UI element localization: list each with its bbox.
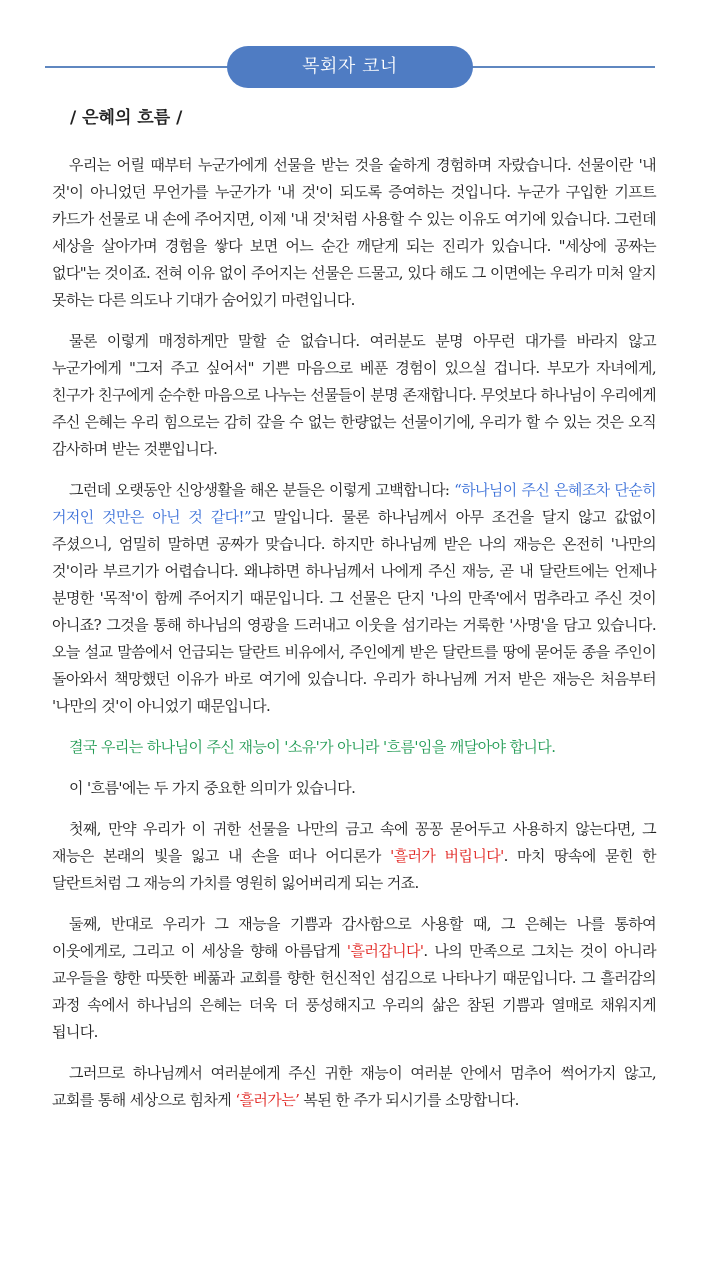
paragraph-7-highlight: '흘러갑니다' (346, 942, 424, 960)
header-title: 목회자 코너 (227, 46, 473, 88)
paragraph-3 (52, 477, 656, 720)
paragraph-4-highlight: 결국 우리는 하나님이 주신 재능이 '소유'가 아니라 '흐름'임을 깨달아야 합니다. (69, 738, 556, 756)
paragraph-5: 이 '흐름'에는 두 가지 중요한 의미가 있습니다. (69, 779, 356, 797)
paragraph-3-body: 고 말입니다. 물론 하나님께서 아무 조건을 달지 않고 값없이 주셨으니, 엄밀히 말하면 공짜가 맞습니다. 하지만 하나님께 받은 나의 재능은 온전히 '나만의 것'이라 부르기가 어렵습니다. 왜냐하면 하나님께서 나에게 주신 재능, 곧 내 달란트에는 언제나 분명한 '목적'이 함께 주어지기 때문입니다. 그 선물은 단지 '나의 만족'에서 멈추라고 주신 것이 아니죠? 그것을 통해 하나님의 영광을 드러내고 이웃을 섬기라는 거룩한 '사명'을 담고 있습니다. 오늘 설교 말씀에서 언급되는 달란트 비유에서, 주인에게 받은 달란트를 땅에 묻어둔 종을 주인이 돌아와서 책망했던 이유가 바로 여기에 있습니다. 우리가 하나님께 거저 받은 재능은 처음부터 '나만의 것'이 아니었기 때문입니다. (52, 508, 656, 715)
paragraph-6 (52, 816, 656, 897)
article-body (52, 104, 656, 1128)
paragraph-8-intro: 그러므로 하나님께서 여러분에게 주신 귀한 재능이 여러분 안에서 멈추어 썩어가지 않고, 교회를 통해 세상으로 힘차게 (52, 1064, 656, 1109)
paragraph-8-highlight: ‘흘러가는’ (235, 1091, 300, 1109)
paragraph-7-intro: 둘째, 반대로 우리가 그 재능을 기쁨과 감사함으로 사용할 때, 그 은혜는 나를 통하여 이웃에게로, 그리고 이 세상을 향해 아름답게 (52, 915, 656, 960)
paragraph-8-body: 복된 한 주가 되시기를 소망합니다. (299, 1091, 519, 1109)
paragraph-7 (52, 911, 656, 1046)
paragraph-7-body: . 나의 만족으로 그치는 것이 아니라 교우들을 향한 따뜻한 베풂과 교회를 향한 헌신적인 섬김으로 나타나기 때문입니다. 그 흘러감의 과정 속에서 하나님의 은혜는 더욱 더 풍성해지고 우리의 삶은 참된 기쁨과 열매로 채워지게 됩니다. (52, 942, 656, 1041)
article-subtitle: / 은혜의 흐름 / (70, 108, 183, 128)
paragraph-3-intro: 그런데 오랫동안 신앙생활을 해온 분들은 이렇게 고백합니다: (69, 481, 455, 499)
paragraph-6-highlight: '흘러가 버립니다' (390, 847, 504, 865)
section-header (45, 46, 655, 88)
paragraph-6-intro: 첫째, 만약 우리가 이 귀한 선물을 나만의 금고 속에 꽁꽁 묻어두고 사용하지 않는다면, 그 재능은 본래의 빛을 잃고 내 손을 떠나 어디론가 (52, 820, 656, 865)
paragraph-8 (52, 1060, 656, 1114)
paragraph-6-body: . 마치 땅속에 묻힌 한 달란트처럼 그 재능의 가치를 영원히 잃어버리게 되는 거죠. (52, 847, 656, 892)
paragraph-1: 우리는 어릴 때부터 누군가에게 선물을 받는 것을 숱하게 경험하며 자랐습니다. 선물이란 '내 것'이 아니었던 무언가를 누군가가 '내 것'이 되도록 증여하는 것입니다. 누군가 구입한 기프트 카드가 선물로 내 손에 주어지면, 이제 '내 것'처럼 사용할 수 있는 이유도 여기에 있습니다. 그런데 세상을 살아가며 경험을 쌓다 보면 어느 순간 깨닫게 되는 진리가 있습니다. "세상에 공짜는 없다"는 것이죠. 전혀 이유 없이 주어지는 선물은 드물고, 있다 해도 그 이면에는 우리가 미처 알지 못하는 다른 의도나 기대가 숨어있기 마련입니다. (52, 156, 656, 309)
paragraph-2: 물론 이렇게 매정하게만 말할 순 없습니다. 여러분도 분명 아무런 대가를 바라지 않고 누군가에게 "그저 주고 싶어서" 기쁜 마음으로 베푼 경험이 있으실 겁니다. 부모가 자녀에게, 친구가 친구에게 순수한 마음으로 나누는 선물들이 분명 존재합니다. 무엇보다 하나님이 우리에게 주신 은혜는 우리 힘으로는 감히 갚을 수 없는 한량없는 선물이기에, 우리가 할 수 있는 것은 오직 감사하며 받는 것뿐입니다. (52, 332, 656, 458)
paragraph-3-quote: “하나님이 주신 은혜조차 단순히 거저인 것만은 아닌 것 같다!” (52, 481, 656, 526)
